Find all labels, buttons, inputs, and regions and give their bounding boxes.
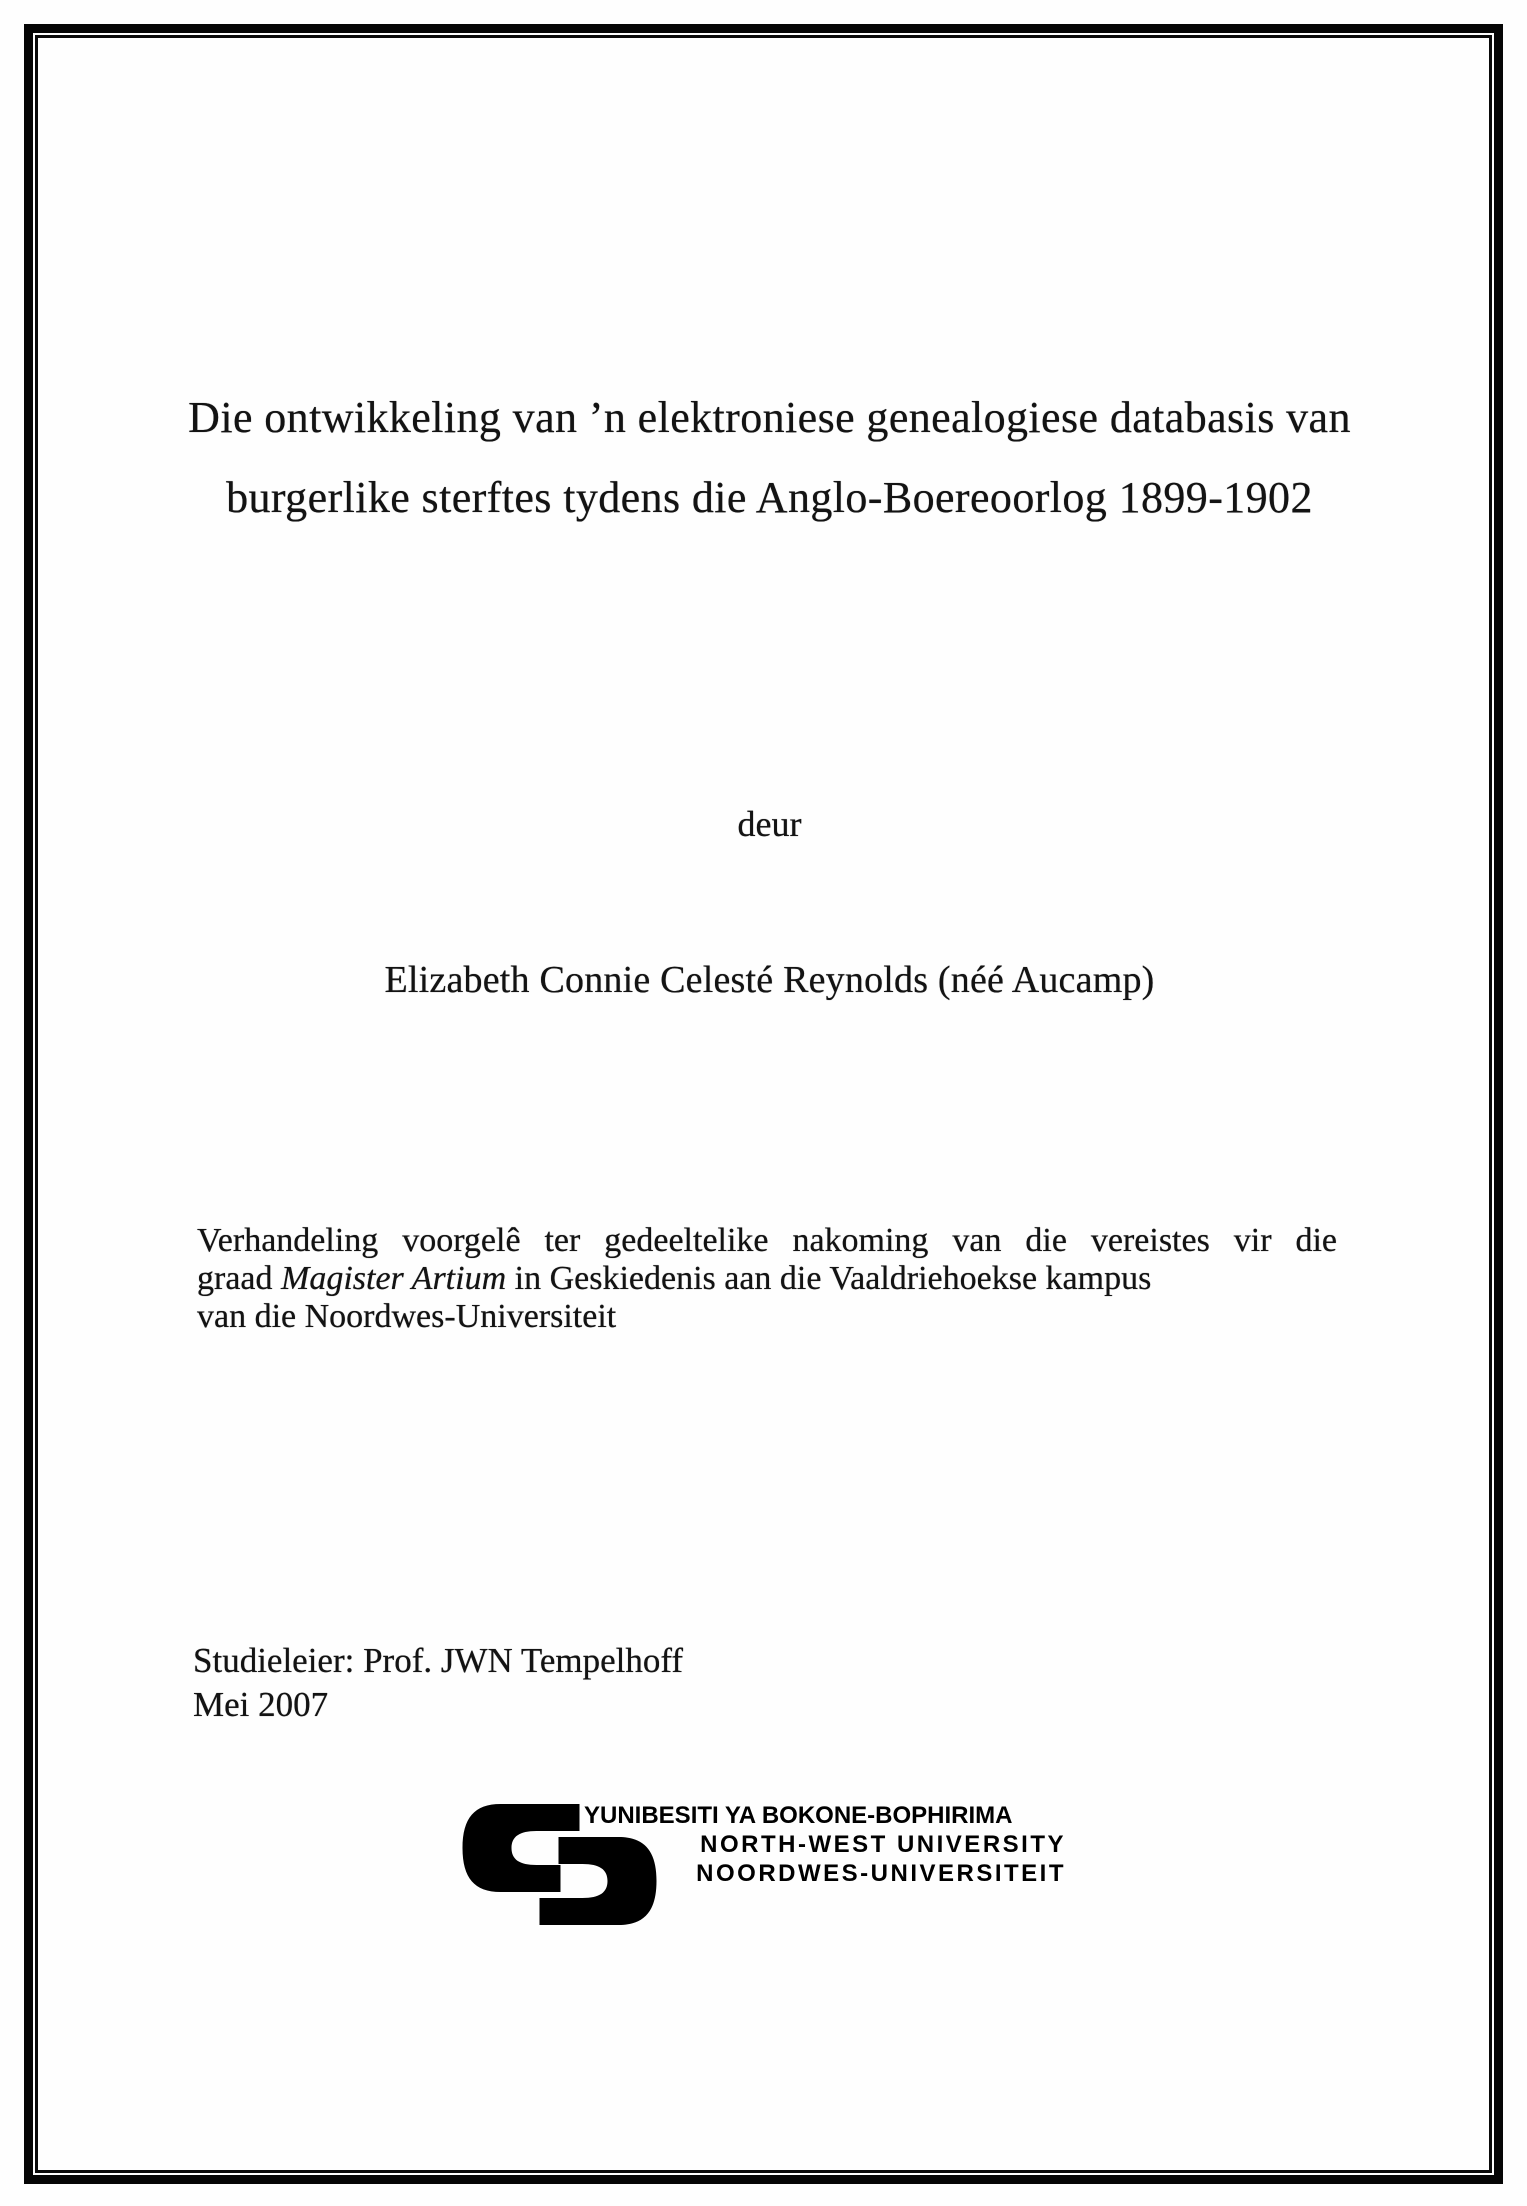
- author-name: Elizabeth Connie Celesté Reynolds (néé Aucamp): [384, 959, 1155, 1001]
- thesis-title-line1: Die ontwikkeling van ’n elektroniese genealogiese databasis van: [188, 393, 1351, 442]
- date-line: Mei 2007: [193, 1685, 329, 1724]
- supervisor-block: [193, 1639, 683, 1727]
- declaration-line1: Verhandeling voorgelê ter gedeeltelike nakoming van die vereistes vir die: [197, 1222, 1337, 1259]
- declaration-line3: van die Noordwes-Universiteit: [197, 1298, 617, 1335]
- logo-wordmark: [584, 1801, 1066, 1888]
- thesis-title-line2: burgerlike sterftes tydens die Anglo-Boereoorlog 1899-1902: [226, 473, 1313, 522]
- declaration-line2-suffix: in Geskiedenis aan die Vaaldriehoekse kampus: [506, 1260, 1152, 1297]
- logo-text-setswana: YUNIBESITI YA BOKONE-BOPHIRIMA: [584, 1802, 1013, 1829]
- declaration-line2: [197, 1260, 1337, 1298]
- declaration-paragraph: [197, 1222, 1337, 1336]
- declaration-line2-prefix: graad: [197, 1260, 282, 1297]
- degree-name: Magister Artium: [281, 1260, 507, 1297]
- logo-text-english: NORTH-WEST UNIVERSITY: [700, 1831, 1066, 1858]
- thesis-title: [12, 378, 1527, 538]
- byline-deur: deur: [737, 804, 802, 844]
- logo-text-afrikaans: NOORDWES-UNIVERSITEIT: [696, 1860, 1066, 1887]
- supervisor-line: Studieleier: Prof. JWN Tempelhoff: [193, 1641, 684, 1680]
